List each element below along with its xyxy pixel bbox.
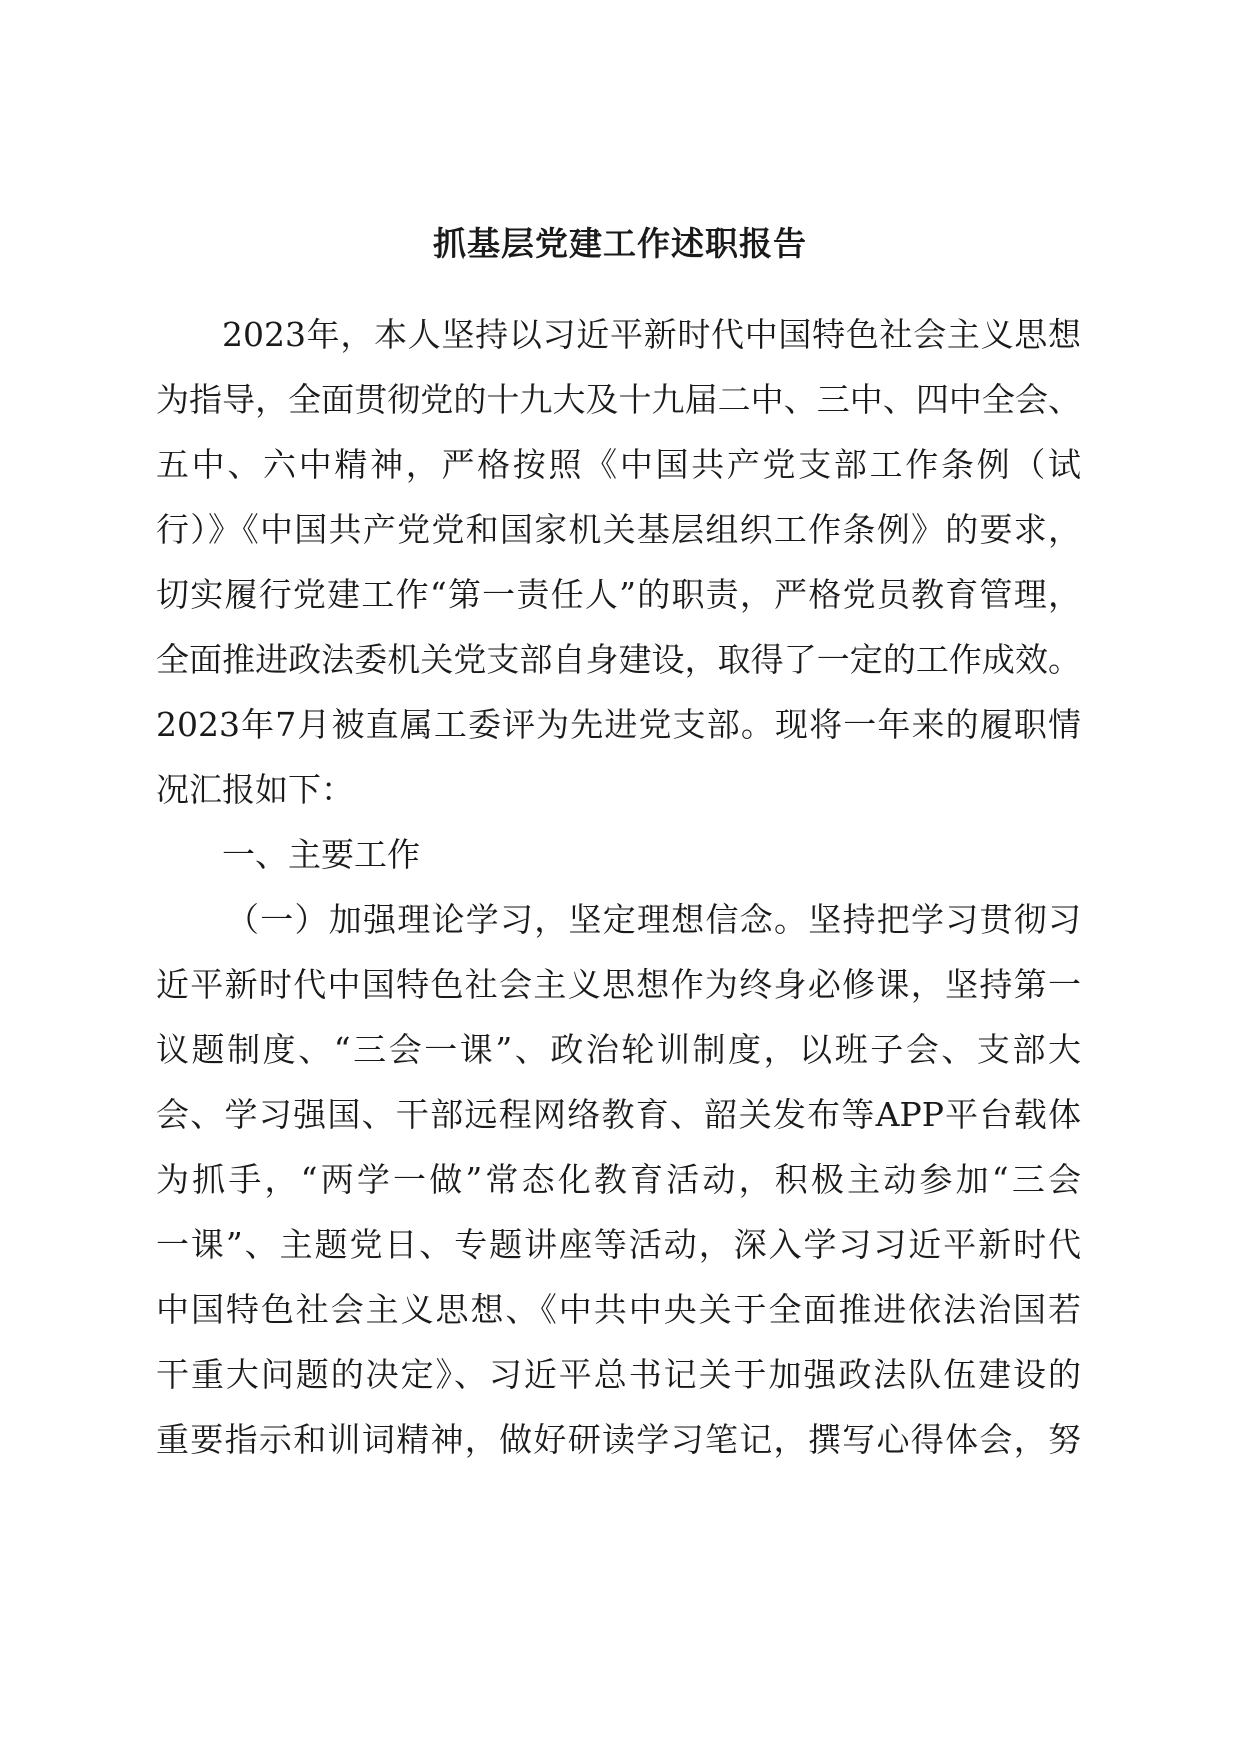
paragraph-line: 干重大问题的决定》、习近平总书记关于加强政法队伍建设的 (156, 1355, 1081, 1394)
paragraph-line: 2023年7月被直属工委评为先进党支部。现将一年来的履职情 (156, 705, 1081, 744)
paragraph-line: 为指导，全面贯彻党的十九大及十九届二中、三中、四中全会、 (156, 380, 1081, 419)
paragraph-line: 会、学习强国、干部远程网络教育、韶关发布等APP平台载体 (156, 1095, 1081, 1134)
paragraph-line: 一课”、主题党日、专题讲座等活动，深入学习习近平新时代 (156, 1225, 1081, 1264)
document-title: 抓基层党建工作述职报告 (433, 224, 807, 263)
paragraph-line: 行）》《中国共产党党和国家机关基层组织工作条例》的要求， (156, 510, 1081, 549)
section-heading: 一、主要工作 (222, 835, 420, 874)
paragraph-line: 重要指示和训词精神，做好研读学习笔记，撰写心得体会，努 (156, 1420, 1081, 1459)
paragraph-line: 中国特色社会主义思想、《中共中央关于全面推进依法治国若 (156, 1290, 1081, 1329)
paragraph-line: 议题制度、“三会一课”、政治轮训制度，以班子会、支部大 (156, 1030, 1081, 1069)
paragraph-line: 2023年，本人坚持以习近平新时代中国特色社会主义思想 (222, 315, 1081, 354)
paragraph-line: 为抓手，“两学一做”常态化教育活动，积极主动参加“三会 (156, 1160, 1081, 1199)
paragraph-line: 切实履行党建工作“第一责任人”的职责，严格党员教育管理， (156, 575, 1081, 614)
paragraph-line: 全面推进政法委机关党支部自身建设，取得了一定的工作成效。 (156, 640, 1081, 679)
paragraph-line: （一）加强理论学习，坚定理想信念。坚持把学习贯彻习 (226, 900, 1081, 939)
paragraph-line: 近平新时代中国特色社会主义思想作为终身必修课，坚持第一 (156, 965, 1081, 1004)
paragraph-line: 况汇报如下： (156, 770, 354, 809)
paragraph-line: 五中、六中精神，严格按照《中国共产党支部工作条例（试 (156, 445, 1081, 484)
